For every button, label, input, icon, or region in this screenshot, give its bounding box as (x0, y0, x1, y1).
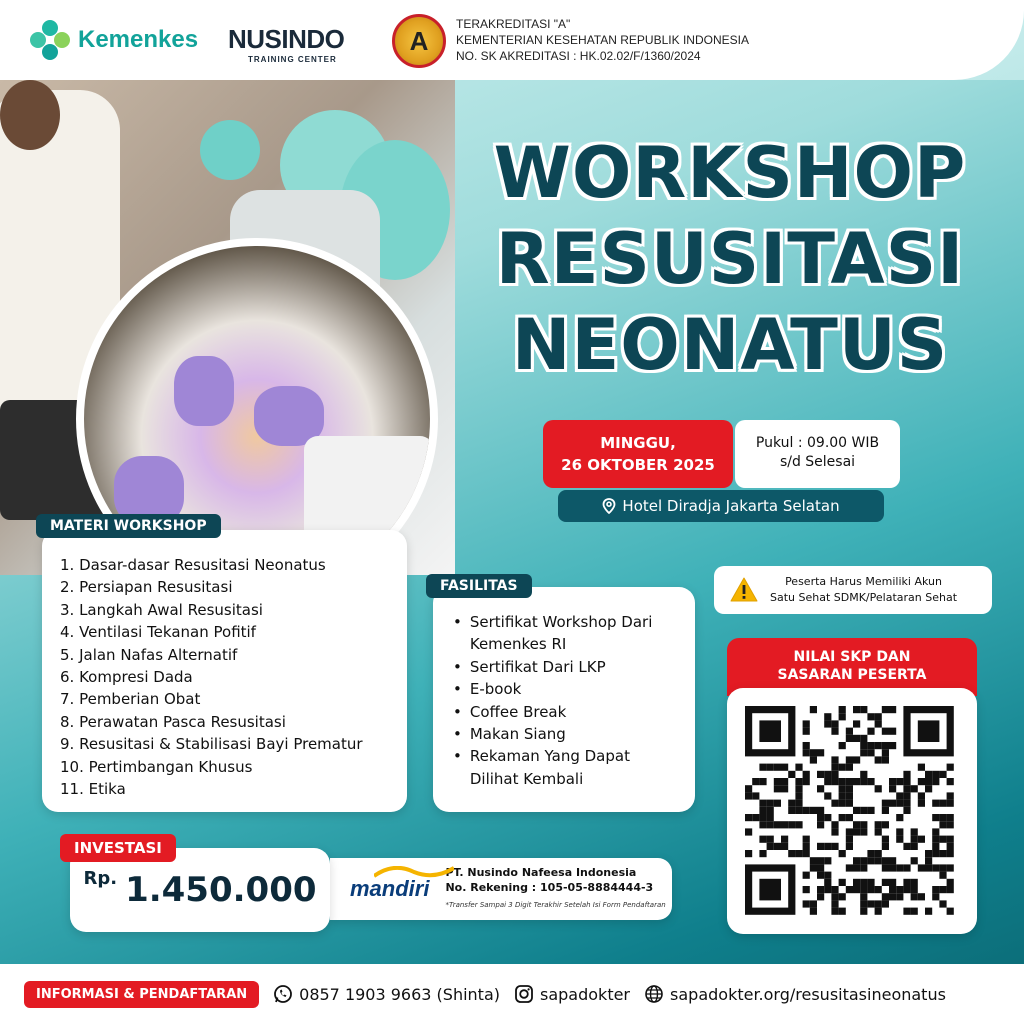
page-title (460, 130, 1000, 388)
list-item: • Sertifikat Dari LKP (453, 656, 677, 678)
whatsapp-icon (273, 984, 293, 1004)
investasi-tag: INVESTASI (60, 834, 176, 862)
instagram-contact[interactable] (514, 984, 630, 1004)
skp-heading-line: NILAI SKP DAN (793, 649, 911, 665)
nusindo-logo (228, 24, 344, 64)
list-item: 8. Perawatan Pasca Resusitasi (60, 712, 286, 731)
accreditation-line: NO. SK AKREDITASI : HK.02.02/F/1360/2024 (456, 49, 701, 63)
title-line: NEONATUS (511, 304, 949, 386)
header-bar (0, 0, 1024, 80)
account-requirement-notice (714, 566, 992, 614)
account-requirement-line: Satu Sehat SDMK/Pelataran Sehat (770, 591, 958, 604)
list-item-text: Sertifikat Workshop Dari Kemenkes RI (469, 613, 653, 654)
list-item: 11. Etika (60, 780, 126, 799)
map-pin-icon (602, 498, 616, 514)
bank-info (330, 858, 672, 920)
list-item: • Rekaman Yang Dapat Dilihat Kembali (453, 745, 677, 790)
list-item-text: Rekaman Yang Dapat Dilihat Kembali (469, 747, 630, 788)
price-amount: 1.450.000 (125, 870, 317, 910)
footer (0, 964, 1024, 1024)
accreditation-line: KEMENTERIAN KESEHATAN REPUBLIK INDONESIA (456, 33, 749, 47)
website-url: sapadokter.org/resusitasineonatus (670, 984, 946, 1004)
registration-info-button[interactable]: INFORMASI & PENDAFTARAN (24, 981, 259, 1008)
list-item: 10. Pertimbangan Khusus (60, 757, 253, 776)
title-line: RESUSITASI (495, 218, 965, 300)
accreditation-text (456, 16, 749, 64)
fasilitas-tag: FASILITAS (426, 574, 532, 598)
event-time (735, 420, 900, 488)
list-item: • Sertifikat Workshop Dari Kemenkes RI (453, 611, 677, 656)
mandiri-logo (350, 876, 429, 902)
mandiri-logo-text: mandiri (350, 876, 430, 901)
list-item: 5. Jalan Nafas Alternatif (60, 645, 238, 664)
accreditation-badge-letter: A (409, 25, 429, 56)
materi-tag: MATERI WORKSHOP (36, 514, 221, 538)
list-item: • E-book (453, 678, 677, 700)
event-time-end: s/d Selesai (779, 454, 856, 470)
accreditation-badge-icon (392, 14, 446, 68)
account-requirement-line: Peserta Harus Memiliki Akun (785, 575, 942, 588)
bank-account-number: No. Rekening : 105-05-8884444-3 (445, 881, 654, 894)
list-item-text: Coffee Break (469, 702, 567, 721)
materi-card (42, 530, 407, 812)
instagram-icon (514, 984, 534, 1004)
list-item: 2. Persiapan Resusitasi (60, 578, 233, 597)
account-requirement-text (770, 574, 957, 606)
skp-heading-line: SASARAN PESERTA (777, 667, 927, 683)
list-item: 7. Pemberian Obat (60, 690, 201, 709)
price-currency: Rp. (83, 868, 118, 889)
globe-icon (644, 984, 664, 1004)
list-item-text: Sertifikat Dari LKP (469, 657, 606, 676)
kemenkes-logo-text: Kemenkes (78, 26, 199, 53)
list-item-text: E-book (469, 680, 522, 699)
list-item: • Coffee Break (453, 701, 677, 723)
website-link[interactable] (644, 984, 946, 1004)
list-item: 1. Dasar-dasar Resusitasi Neonatus (60, 556, 326, 574)
list-item: 9. Resusitasi & Stabilisasi Bayi Prematur (60, 735, 363, 754)
bank-transfer-note: *Transfer Sampai 3 Digit Terakhir Setelah Isi Form Pendaftaran (445, 901, 666, 909)
list-item-text: Makan Siang (469, 725, 566, 744)
bank-account-info (445, 865, 665, 913)
whatsapp-contact[interactable] (273, 984, 500, 1004)
event-location (558, 490, 884, 522)
event-time-start: Pukul : 09.00 WIB (755, 435, 880, 451)
bank-account-name: PT. Nusindo Nafeesa Indonesia (445, 866, 637, 879)
nusindo-logo-name: NUSINDO (228, 24, 345, 54)
list-item: 4. Ventilasi Tekanan Pofitif (60, 623, 256, 642)
kemenkes-mark-icon (30, 20, 70, 60)
event-date (543, 420, 733, 488)
qr-code-icon[interactable] (745, 706, 959, 916)
qr-code-card[interactable] (727, 688, 977, 934)
nusindo-logo-sub: TRAINING CENTER (248, 55, 337, 64)
kemenkes-logo (30, 20, 198, 60)
list-item: 3. Langkah Awal Resusitasi (60, 600, 263, 619)
accreditation-line: TERAKREDITASI "A" (456, 17, 571, 31)
event-location-text: Hotel Diradja Jakarta Selatan (622, 497, 840, 515)
fasilitas-card (433, 587, 695, 812)
mandiri-wave-icon (374, 866, 454, 878)
list-item: • Makan Siang (453, 723, 677, 745)
whatsapp-number: 0857 1903 9663 (Shinta) (299, 984, 500, 1004)
event-date-full: 26 OKTOBER 2025 (561, 456, 715, 474)
event-date-day: MINGGU, (600, 434, 676, 452)
list-item: 6. Kompresi Dada (60, 668, 193, 687)
warning-icon (730, 577, 758, 603)
title-line: WORKSHOP (493, 132, 967, 214)
instagram-handle: sapadokter (540, 984, 631, 1004)
